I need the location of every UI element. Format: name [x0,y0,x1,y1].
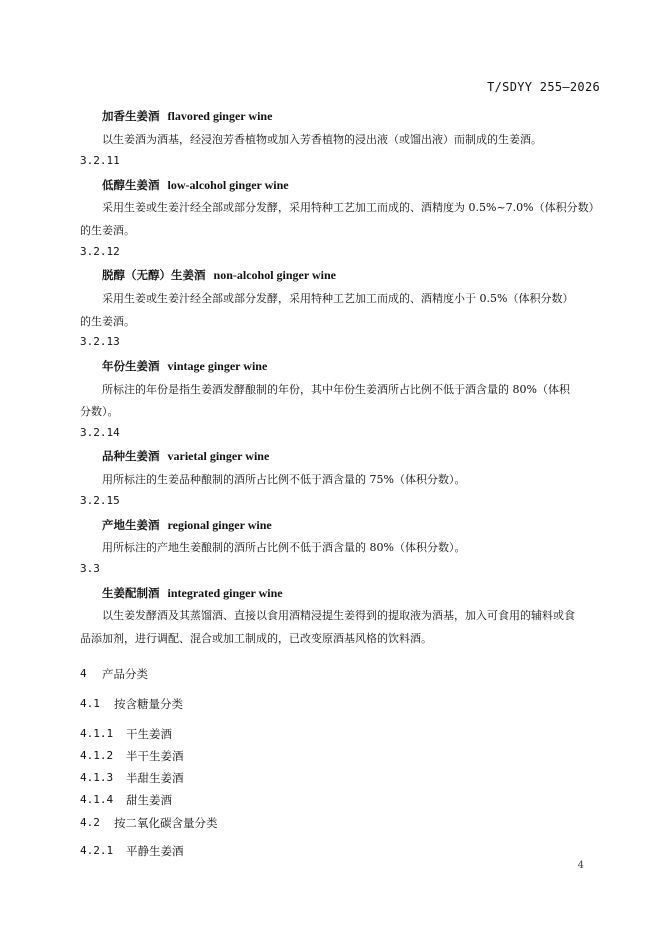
section-heading: 半甜生姜酒 [126,771,184,785]
term-title-en: non-alcohol ginger wine [213,268,336,282]
term-title [102,177,289,193]
term-title-en: integrated ginger wine [167,586,283,600]
term-definition-cont: 的生姜酒。 [80,315,135,328]
term-definition: 以生姜酒为酒基，经浸泡芳香植物或加入芳香植物的浸出液（或馏出液）而制成的生姜酒。 [102,133,542,146]
term-definition: 所标注的年份是指生姜酒发酵酿制的年份，其中年份生姜酒所占比例不低于酒含量的 80%（体积 [102,383,570,396]
term-definition-cont: 品添加剂，进行调配、混合或加工制成的，已改变原酒基风格的饮料酒。 [80,632,432,645]
term-title-en: low-alcohol ginger wine [167,178,289,192]
term-title-cn: 产地生姜酒 [102,518,160,532]
term-definition: 采用生姜或生姜汁经全部或部分发酵，采用特种工艺加工而成的、酒精度为 0.5%~7.0%（体积分数） [102,201,600,214]
section-number: 4.1 [80,697,100,710]
section-heading: 按二氧化碳含量分类 [114,816,218,830]
term-title [102,517,272,533]
section-heading: 按含糖量分类 [114,697,183,711]
term-title-cn: 加香生姜酒 [102,109,160,123]
clause-number: 3.2.14 [80,426,120,439]
term-definition-cont: 分数）。 [80,405,119,418]
term-title-en: flavored ginger wine [167,109,273,123]
term-title-cn: 脱醇（无醇）生姜酒 [102,268,206,282]
term-title [102,585,283,601]
term-definition-cont: 的生姜酒。 [80,224,135,237]
section-number: 4.1.4 [80,793,114,806]
term-title-en: regional ginger wine [167,518,272,532]
term-definition: 用所标注的产地生姜酿制的酒所占比例不低于酒含量的 80%（体积分数）。 [102,541,466,554]
section-number: 4.1.2 [80,749,114,762]
term-title-en: vintage ginger wine [167,359,268,373]
section-heading: 平静生姜酒 [126,844,184,858]
section-number: 4.1.3 [80,771,114,784]
term-title [102,358,267,374]
section-heading: 干生姜酒 [126,727,172,741]
term-title-cn: 低醇生姜酒 [102,178,160,192]
section-heading: 半干生姜酒 [126,749,184,763]
term-definition: 以生姜发酵酒及其蒸馏酒、直接以食用酒精浸提生姜得到的提取液为酒基，加入可食用的辅料或食 [102,609,575,622]
term-definition: 采用生姜或生姜汁经全部或部分发酵，采用特种工艺加工而成的、酒精度小于 0.5%（体积分数） [102,292,574,305]
clause-number: 3.2.13 [80,335,120,348]
clause-number: 3.2.11 [80,154,120,167]
term-title-en: varietal ginger wine [167,449,270,463]
section-heading: 甜生姜酒 [126,793,172,807]
term-definition: 用所标注的生姜品种酿制的酒所占比例不低于酒含量的 75%（体积分数）。 [102,473,466,486]
section-number: 4.2 [80,816,100,829]
standard-code: T/SDYY 255—2026 [487,80,600,94]
clause-number: 3.2.15 [80,494,120,507]
section-number: 4.2.1 [80,844,114,857]
term-title [102,108,272,124]
clause-number: 3.2.12 [80,245,120,258]
clause-number: 3.3 [80,562,100,575]
section-number: 4 [80,667,87,680]
term-title-cn: 品种生姜酒 [102,449,160,463]
term-title-cn: 年份生姜酒 [102,359,160,373]
term-title [102,267,336,283]
page-number: 4 [577,860,584,871]
section-number: 4.1.1 [80,727,114,740]
section-heading: 产品分类 [102,667,148,681]
term-title [102,448,269,464]
term-title-cn: 生姜配制酒 [102,586,160,600]
